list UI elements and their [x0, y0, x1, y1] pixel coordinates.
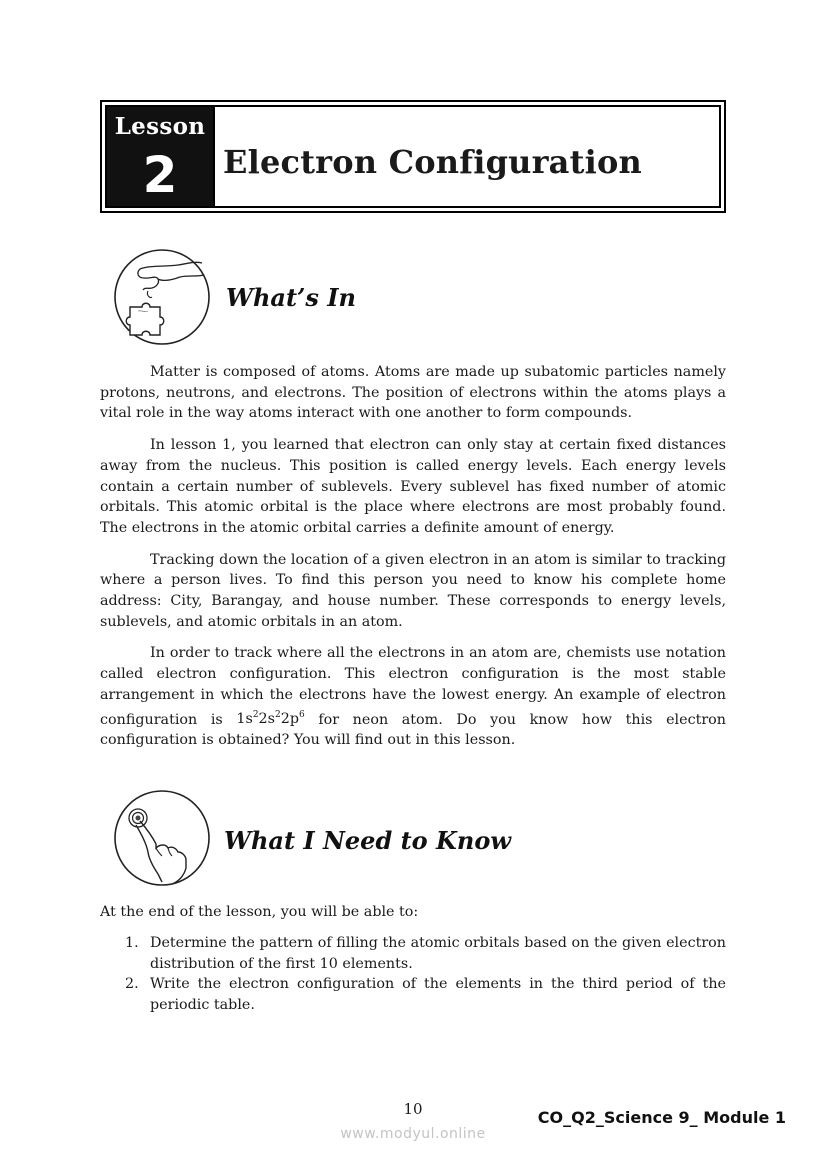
neon-electron-configuration [236, 711, 304, 727]
config-2s: 2s [258, 711, 275, 728]
lesson-title: Electron Configuration [223, 143, 642, 181]
objective-number: 2. [125, 976, 139, 993]
objective-text: Write the electron configuration of the elements in the third period of the periodic table. [150, 976, 726, 1014]
watermark: www.modyul.online [340, 1126, 486, 1142]
config-2s-count: 2 [274, 710, 281, 721]
lesson-header-inner [105, 105, 721, 208]
paragraph-1: Matter is composed of atoms. Atoms are made up subatomic particles namely protons, neutrons, and electrons. The position of electrons within the atoms plays a vital role in the way atoms interact with one another to form compounds. [100, 364, 726, 422]
paragraph-4-text-before: In order to track where all the electrons in an atom are, chemists use notation called electron configuration. This electron configuration is the most stable arrangement in which the electrons have the lowest energy. An example of electron configuration is [100, 645, 726, 728]
config-2p: 2p [280, 711, 299, 728]
objectives-list [100, 933, 726, 1016]
finger-press-icon [112, 788, 212, 888]
config-1s-count: 2 [252, 710, 259, 721]
lesson-number: 2 [142, 146, 178, 204]
objectives-intro: At the end of the lesson, you will be able to: [100, 904, 419, 920]
whats-in-heading: What’s In [226, 283, 356, 312]
lesson-header [100, 100, 726, 213]
puzzle-hand-icon [112, 247, 212, 347]
what-i-need-heading: What I Need to Know [224, 826, 512, 855]
whats-in-body [100, 362, 726, 762]
paragraph-2: In lesson 1, you learned that electron can only stay at certain fixed distances away from the nucleus. This position is called energy levels. Each energy levels contain a certain number of sublevels. Every sublevel has fixed number of atomic orbitals. This atomic orbital is the place where electrons are most probably found. The electrons in the atomic orbital carries a definite amount of energy. [100, 437, 726, 536]
objective-item [100, 974, 726, 1015]
lesson-label: Lesson [114, 113, 206, 140]
lesson-badge [107, 107, 215, 206]
objective-item [100, 933, 726, 974]
config-1s: 1s [236, 711, 253, 728]
paragraph-4 [100, 643, 726, 750]
paragraph-4-text-after: for neon atom. Do you know how this electron configuration is obtained? You will find out in this lesson. [100, 711, 726, 749]
objective-number: 1. [125, 935, 139, 951]
objective-text: Determine the pattern of filling the atomic orbitals based on the given electron distribution of the first 10 elements. [150, 935, 726, 972]
page-number: 10 [403, 1100, 423, 1118]
config-2p-count: 6 [298, 710, 305, 721]
paragraph-3: Tracking down the location of a given electron in an atom is similar to tracking where a person lives. To find this person you need to know his complete home address: City, Barangay, and house number. These corresponds to energy levels, sublevels, and atomic orbitals in an atom. [100, 551, 726, 630]
module-code: CO_Q2_Science 9_ Module 1 [537, 1108, 786, 1127]
